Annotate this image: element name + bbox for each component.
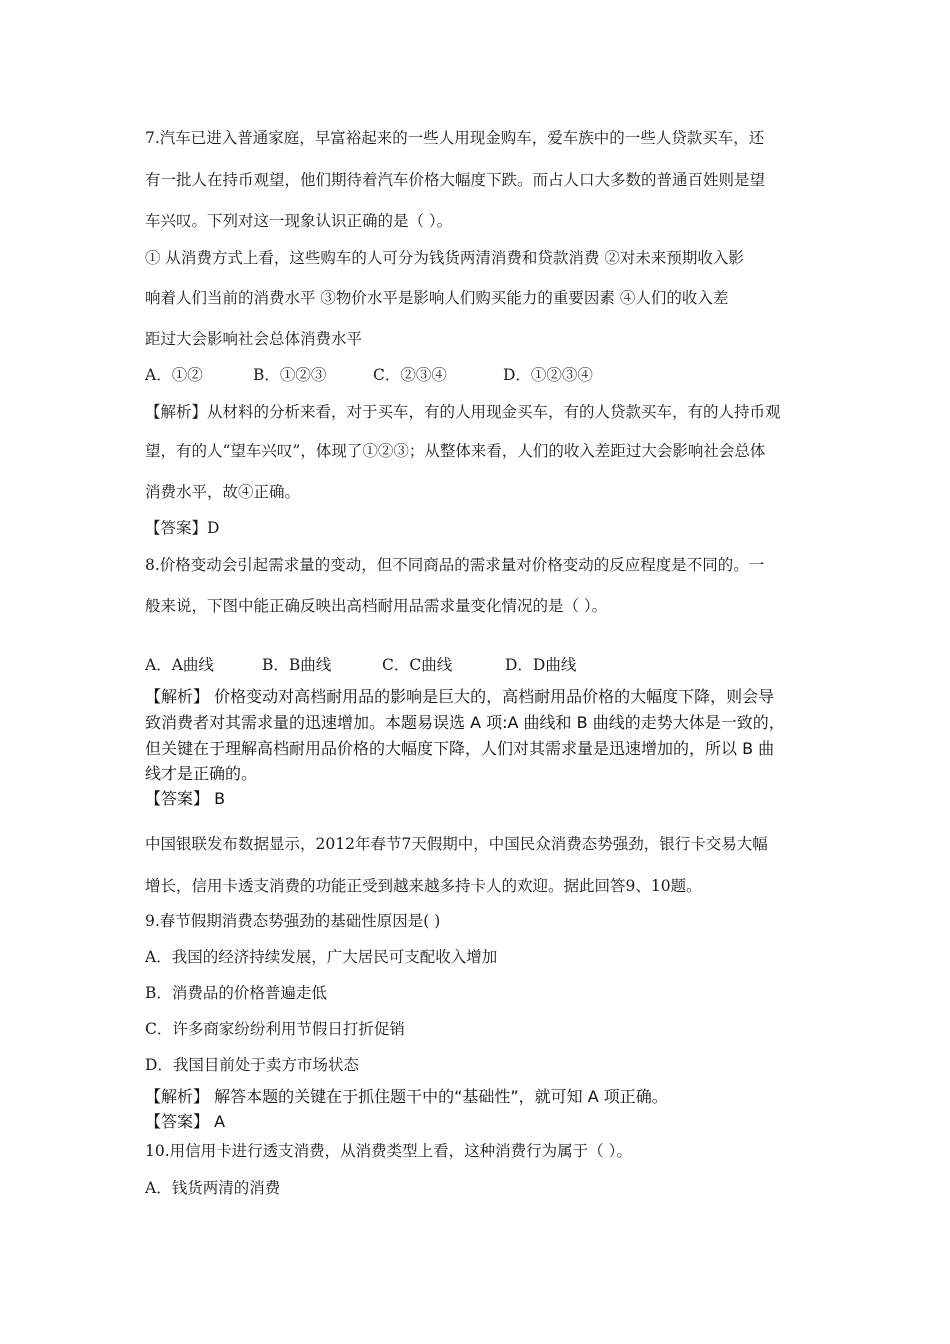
q7-answer: 【答案】D (145, 519, 220, 537)
q7-statement-line: 响着人们当前的消费水平 ③物价水平是影响人们购买能力的重要因素 ④人们的收入差 (145, 289, 729, 307)
material-line: 增长，信用卡透支消费的功能正受到越来越多持卡人的欢迎。据此回答9、10题。 (145, 877, 702, 895)
q7-analysis-line: 【解析】从材料的分析来看，对于买车，有的人用现金买车，有的人贷款买车，有的人持币观 (145, 403, 781, 421)
q7-stem-line: 7.汽车已进入普通家庭，早富裕起来的一些人用现金购车，爱车族中的一些人贷款买车，还 (145, 129, 765, 147)
q8-option-a: A．A曲线 (145, 656, 214, 674)
q8-options (145, 655, 815, 675)
q8-stem-line: 8.价格变动会引起需求量的变动，但不同商品的需求量对价格变动的反应程度是不同的。一 (145, 556, 765, 574)
q8-option-d: D．D曲线 (505, 656, 577, 674)
q9-answer: 【答案】 A (145, 1112, 226, 1131)
q7-options (145, 365, 815, 385)
q7-analysis-line: 望，有的人“望车兴叹”，体现了①②③；从整体来看，人们的收入差距过大会影响社会总体 (145, 442, 766, 460)
q8-analysis-line: 线才是正确的。 (145, 764, 258, 783)
q8-stem-line: 般来说，下图中能正确反映出高档耐用品需求量变化情况的是（ ）。 (145, 597, 608, 615)
q8-analysis-line: 【解析】 价格变动对高档耐用品的影响是巨大的，高档耐用品价格的大幅度下降，则会导 (145, 687, 775, 706)
q7-option-d: D．①②③④ (503, 366, 593, 384)
q8-option-c: C．C曲线 (382, 656, 453, 674)
q8-analysis-line: 致消费者对其需求量的迅速增加。本题易误选 A 项:A 曲线和 B 曲线的走势大体是一致的， (145, 713, 785, 732)
q10-stem: 10.用信用卡进行透支消费，从消费类型上看，这种消费行为属于（ ）。 (145, 1142, 632, 1160)
q9-option-c: C．许多商家纷纷利用节假日打折促销 (145, 1020, 405, 1038)
material-line: 中国银联发布数据显示，2012年春节7天假期中，中国民众消费态势强劲，银行卡交易大幅 (145, 835, 768, 853)
q8-analysis-line: 但关键在于理解高档耐用品价格的大幅度下降，人们对其需求量是迅速增加的，所以 B 曲 (145, 739, 775, 758)
q7-statement-line: ① 从消费方式上看，这些购车的人可分为钱货两清消费和贷款消费 ②对未来预期收入影 (145, 249, 744, 267)
q7-stem-line: 车兴叹。下列对这一现象认识正确的是（ ）。 (145, 212, 453, 230)
q10-option-a: A．钱货两清的消费 (145, 1179, 281, 1197)
q8-option-b: B．B曲线 (262, 656, 332, 674)
q7-stem-line: 有一批人在持币观望，他们期待着汽车价格大幅度下跌。而占人口大多数的普通百姓则是望 (145, 171, 766, 189)
q9-option-a: A．我国的经济持续发展，广大居民可支配收入增加 (145, 948, 498, 966)
q8-answer: 【答案】 B (145, 789, 226, 808)
q7-option-a: A．①② (145, 366, 203, 384)
q9-analysis: 【解析】 解答本题的关键在于抓住题干中的“基础性”，就可知 A 项正确。 (145, 1087, 668, 1106)
q7-analysis-line: 消费水平，故④正确。 (145, 483, 301, 501)
q9-option-d: D．我国目前处于卖方市场状态 (145, 1056, 359, 1074)
q7-statement-line: 距过大会影响社会总体消费水平 (145, 330, 363, 348)
q9-option-b: B．消费品的价格普遍走低 (145, 984, 327, 1002)
q7-option-c: C．②③④ (373, 366, 447, 384)
q7-option-b: B．①②③ (253, 366, 327, 384)
q9-stem: 9.春节假期消费态势强劲的基础性原因是( ) (145, 912, 441, 930)
